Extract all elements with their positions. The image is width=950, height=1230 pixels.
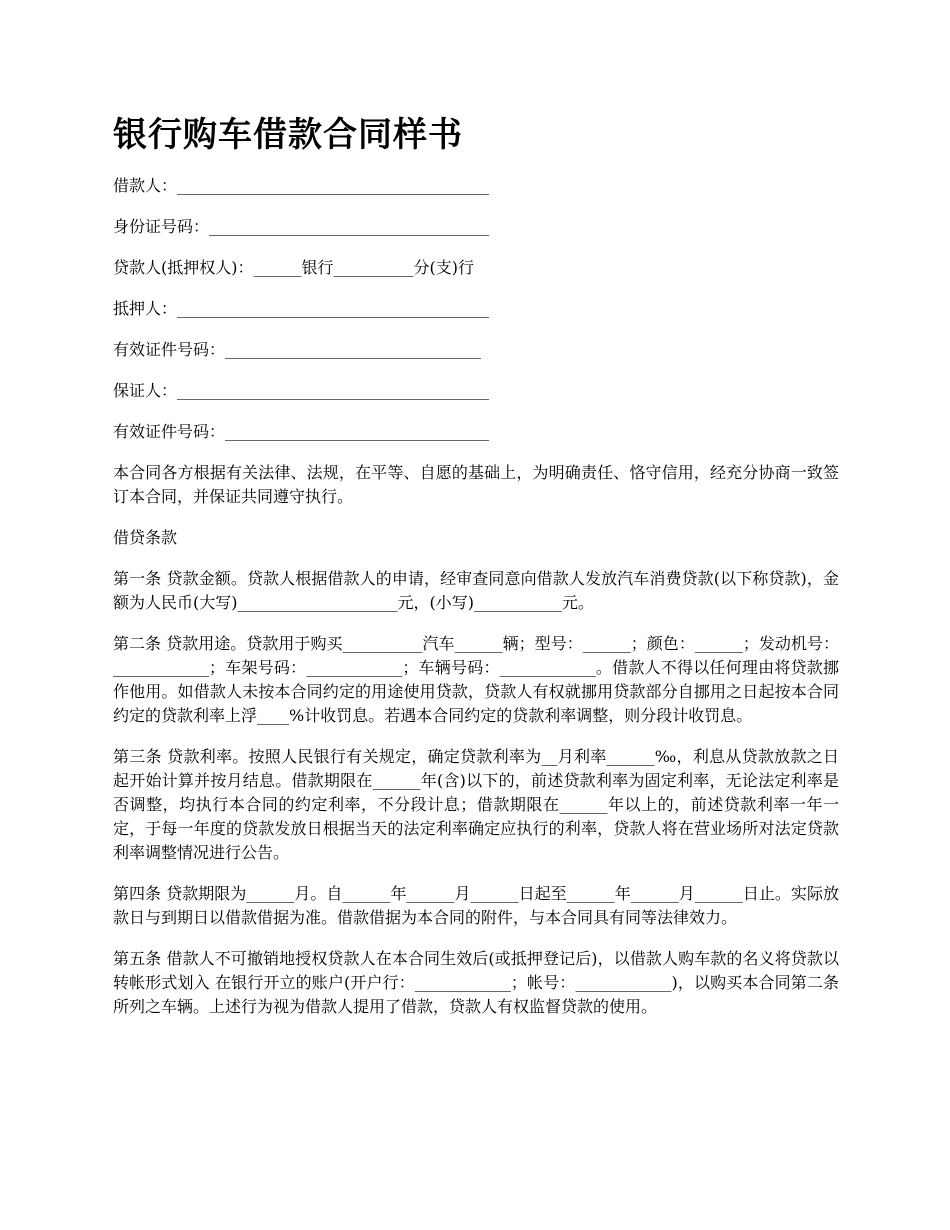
borrower-field: 借款人：_______________________________________ [113,176,490,195]
article-1: 第一条 贷款金额。贷款人根据借款人的申请，经审查同意向借款人发放汽车消费贷款(以下称贷款)，金额为人民币(大写)____________________元，(小写)___________元。 [113,569,839,612]
article-5: 第五条 借款人不可撤销地授权贷款人在本合同生效后(或抵押登记后)，以借款人购车款的名义将贷款以转帐形式划入 在银行开立的账户(开户行：____________；帐号：____________)，以购买本合同第二条所列之车辆。上述行为视为借款人提用了借款，贷款人有权监督贷款的使用。 [113,949,839,1016]
article-2: 第二条 贷款用途。贷款用于购买__________汽车______辆；型号：______；颜色：______；发动机号：____________；车架号码：____________；车辆号码：____________。借款人不得以任何理由将贷款挪作他用。如借款人未按本合同约定的用途使用贷款，贷款人有权就挪用贷款部分自挪用之日起按本合同约定的贷款利率上浮____%计收罚息。若遇本合同约定的贷款利率调整，则分段计收罚息。 [113,634,839,725]
lender-field: 贷款人(抵押权人)：______银行__________分(支)行 [113,258,474,277]
guarantor-field: 保证人：_______________________________________ [113,381,490,400]
article-4: 第四条 贷款期限为______月。自______年______月______日起至______年______月______日止。实际放款日与到期日以借款借据为准。借款借据为本合同的附件，与本合同具有同等法律效力。 [113,884,839,927]
section-heading: 借贷条款 [113,528,178,547]
mortgagor-id-field: 有效证件号码：________________________________ [113,340,482,359]
guarantor-id-field: 有效证件号码：_________________________________ [113,422,490,441]
preamble-paragraph: 本合同各方根据有关法律、法规，在平等、自愿的基础上，为明确责任、恪守信用，经充分协商一致签订本合同，并保证共同遵守执行。 [113,463,839,506]
article-3: 第三条 贷款利率。按照人民银行有关规定，确定贷款利率为__月利率______‰，利息从贷款放款之日起开始计算并按月结息。借款期限在______年(含)以下的，前述贷款利率为固定利率，无论法定利率是否调整，均执行本合同的约定利率，不分段计息；借款期限在______年以上的，前述贷款利率一年一定，于每一年度的贷款发放日根据当天的法定利率确定应执行的利率，贷款人将在营业场所对法定贷款利率调整情况进行公告。 [113,747,839,862]
page-title: 银行购车借款合同样书 [113,115,463,155]
contract-page [113,110,839,1036]
id-number-field: 身份证号码：___________________________________ [113,217,490,236]
mortgagor-field: 抵押人：_______________________________________ [113,299,490,318]
